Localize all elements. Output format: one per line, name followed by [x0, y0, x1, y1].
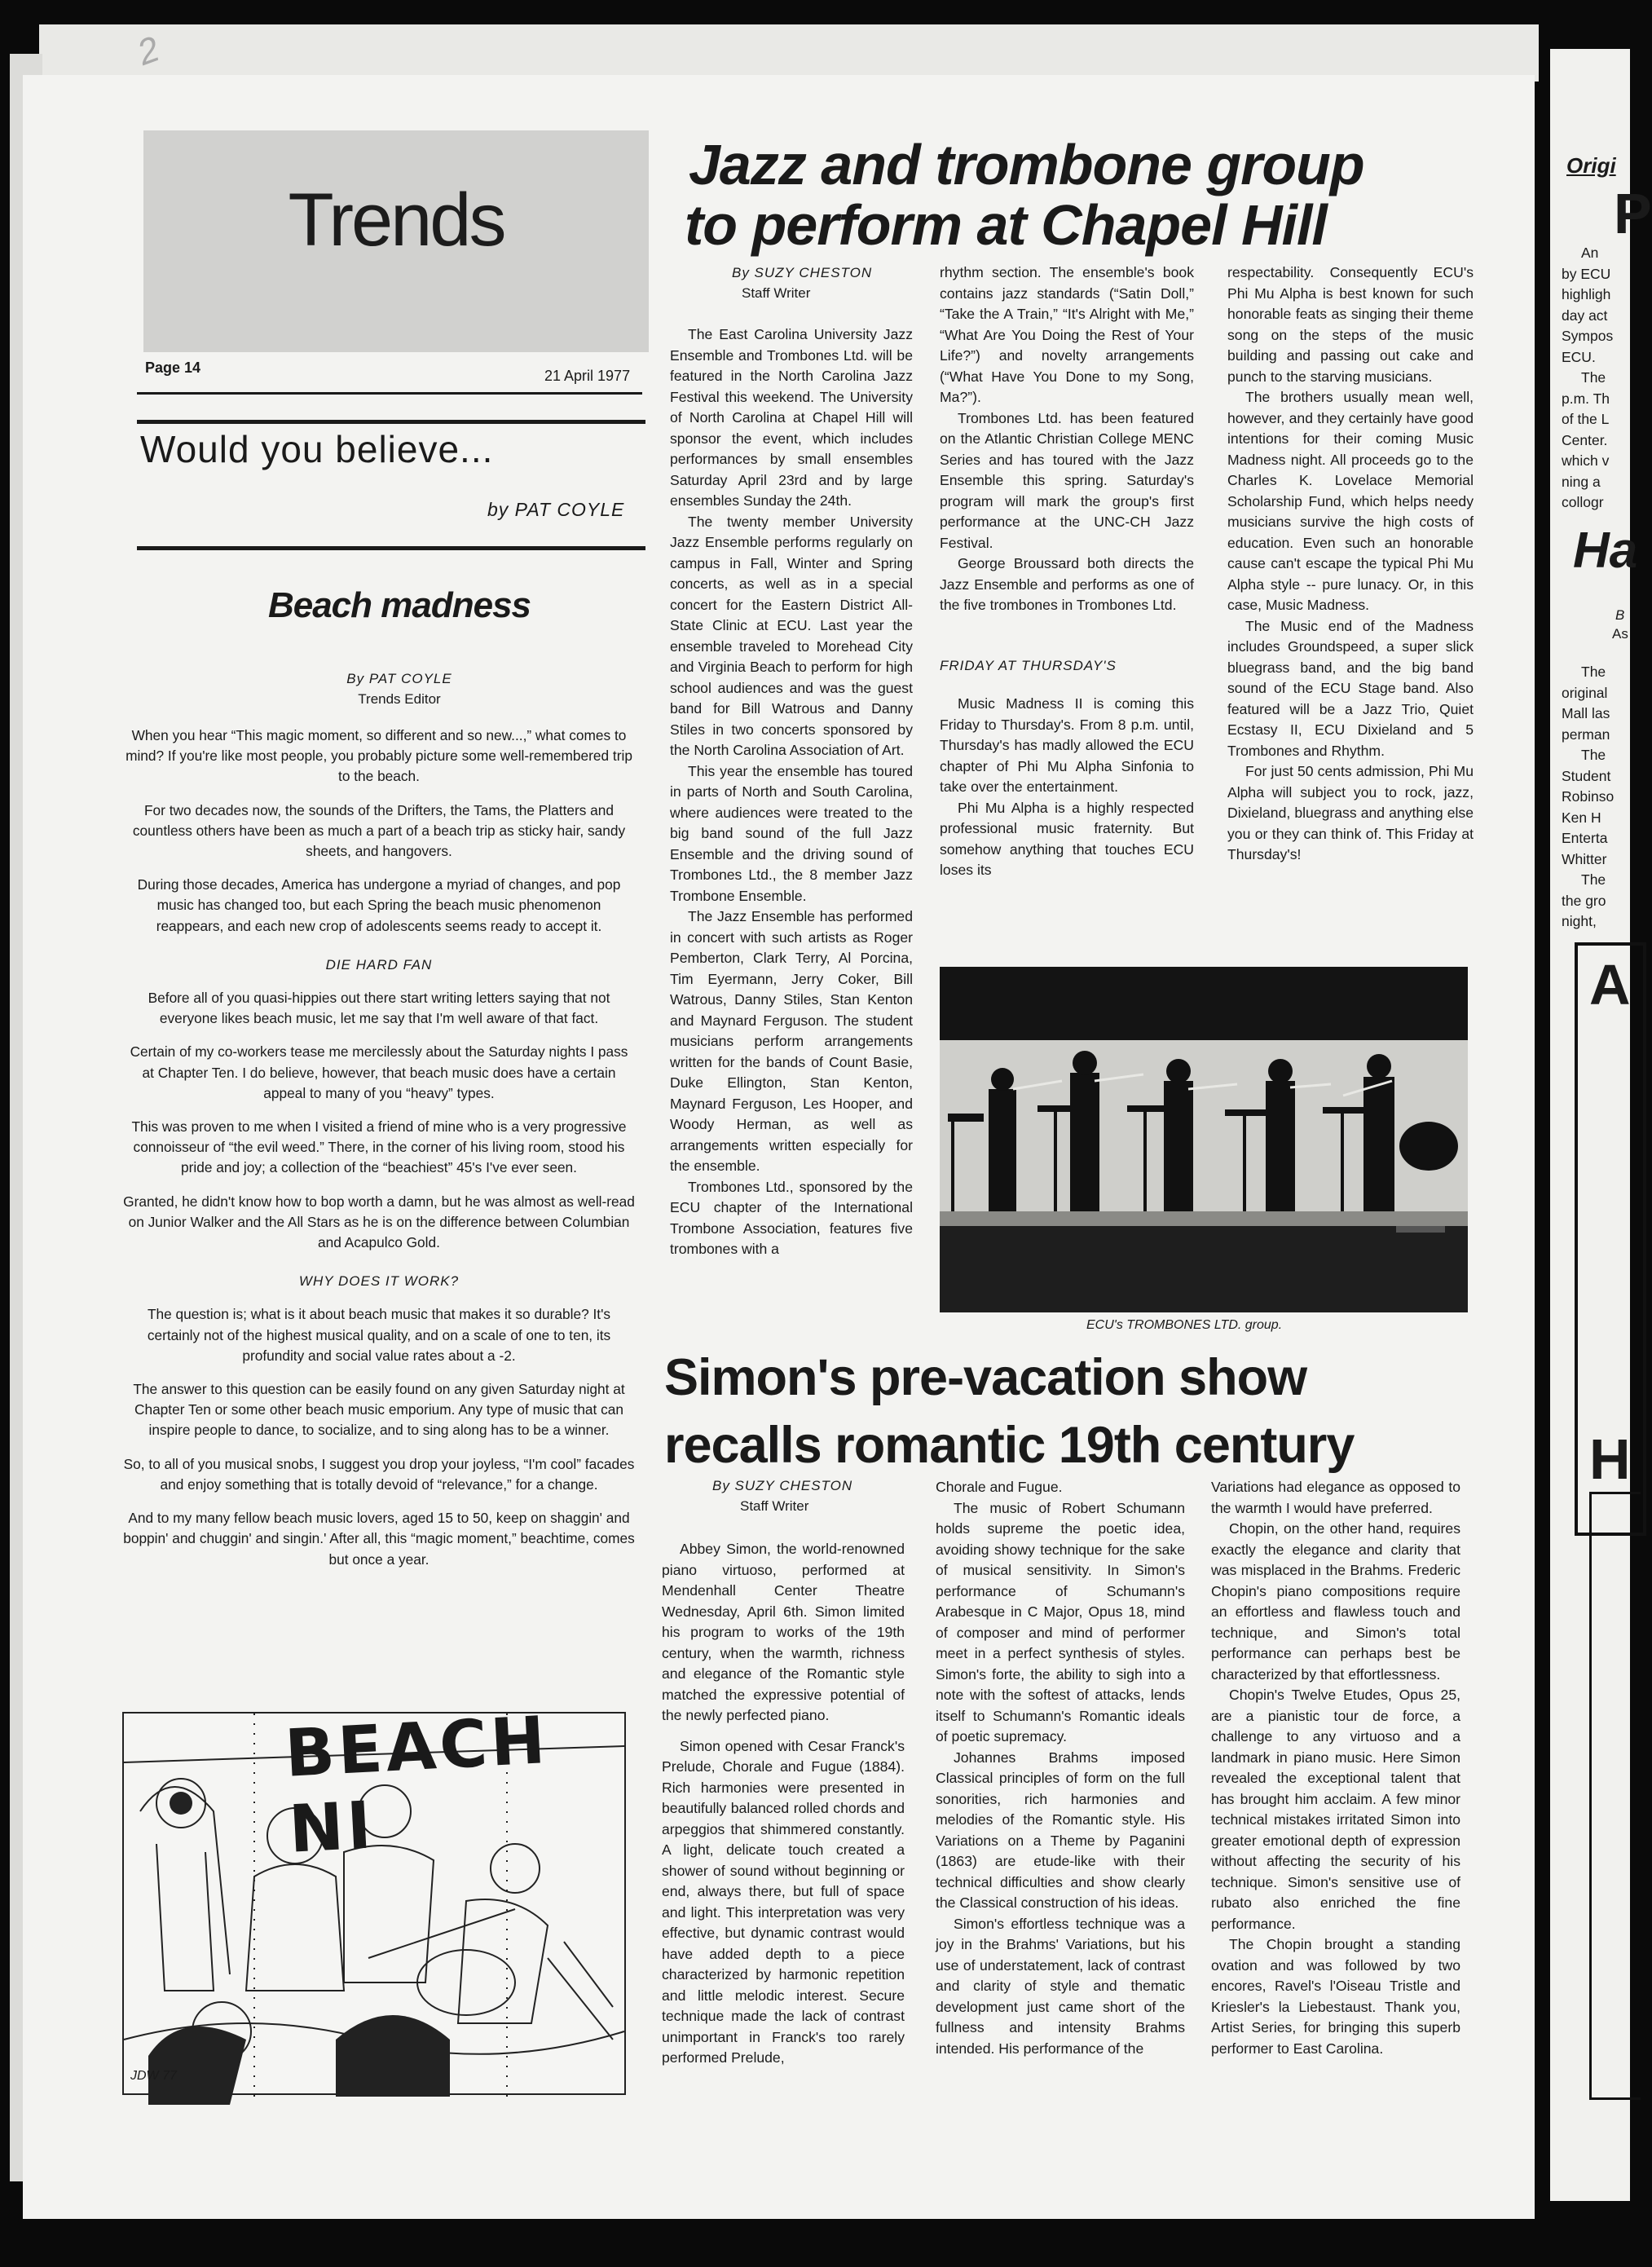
beach-para: The question is; what is it about beach music that makes it so durable? It's certainly not of the highest musical quality, and on a scale of one to ten, its profundity and social value rates about a -2.	[147, 1306, 611, 1364]
next-page-strip	[1557, 49, 1652, 2201]
jazz-para: respectability. Consequently ECU's Phi Mu Alpha is best known for such honorable feats as singing their theme song on the steps of the music building and passing out cake and punch to the starving musicians.	[1227, 264, 1474, 385]
next-page-line: Enterta	[1562, 830, 1608, 846]
next-page-text-2	[1562, 662, 1614, 933]
next-page-line: highligh	[1562, 286, 1611, 302]
beach-para: So, to all of you musical snobs, I suggest you drop your joyless, “I'm cool” facades and enjoy something that is totally devoid of “relevance,” for a change.	[123, 1455, 635, 1493]
next-page-line: Center.	[1562, 431, 1608, 448]
back-sheet-top	[39, 24, 1539, 82]
simon-para: Variations had elegance as opposed to the warmth I would have preferred.	[1211, 1479, 1460, 1516]
simon-para: Chorale and Fugue.	[936, 1479, 1063, 1495]
simon-para: Chopin, on the other hand, requires exactly the elegance and clarity that was misplaced in the Brahms. Frederic Chopin's piano compositions require an effortless and flawless touch and technique, and Simon's total performance can perhaps best be characterized by that effortlessness.	[1211, 1520, 1460, 1683]
next-page-ad-box	[1575, 942, 1646, 1536]
next-page-head: Origi	[1566, 153, 1616, 178]
trombones-photo	[940, 967, 1468, 1312]
jazz-para: The Music end of the Madness includes Groundspeed, a super slick bluegrass band, and the big band sound of the ECU Stage band. Also featured will be a Jazz Trio, Quiet Ecstasy II, ECU Dixieland and 5 Trombones and Rhythm.	[1227, 617, 1474, 759]
column-bottom-rule	[137, 546, 645, 550]
next-page-line: The	[1581, 664, 1606, 680]
beach-para: When you hear “This magic moment, so different and so new...,” what comes to mind? If you're like most people, you probably picture some well-remembered trip to the beach.	[126, 727, 632, 785]
jazz-col-1	[670, 324, 913, 1260]
next-page-line: night,	[1562, 913, 1597, 929]
jazz-para: Music Madness II is coming this Friday to Thursday's. From 8 p.m. until, Thursday's has madly allowed the ECU chapter of Phi Mu Alpha Sinfonia to take over the entertainment.	[940, 695, 1194, 795]
column-byline: by PAT COYLE	[487, 499, 625, 520]
simon-para: Chopin's Twelve Etudes, Opus 25, are a pianistic tour de force, a challenge to any virtuoso and a landmark in piano music. Here Simon revealed the exceptional talent that has brought him acclaim. A few minor technical mistakes irritated Simon into greater emotional depth of expression without affecting the security of his technique. Simon's sensitive use of rubato also enriched the fine performance.	[1211, 1687, 1460, 1932]
beach-para: Before all of you quasi-hippies out there start writing letters saying that not everyone likes beach music, let me say that I'm well aware of that fact.	[148, 990, 610, 1027]
jazz-headline-line-1: Jazz and trombone group	[689, 133, 1364, 196]
jazz-para: Trombones Ltd., sponsored by the ECU chapter of the International Trombone Association, features five trombones with a	[670, 1178, 913, 1257]
simon-para: Abbey Simon, the world-renowned piano virtuoso, performed at Mendenhall Center Theatre Wednesday, April 6th. Simon limited his program to works of the 19th century, when the warmth, richness and elegance of the Romantic style matched the expressive potential of the newly perfected piano.	[662, 1541, 905, 1723]
next-page-line: An	[1581, 245, 1599, 261]
beach-night-illustration	[122, 1702, 626, 2095]
next-page-line: The	[1581, 871, 1606, 888]
beach-article	[122, 726, 636, 1570]
jazz-para: George Broussard both directs the Jazz Ensemble and performs as one of the five trombones in Trombones Ltd.	[940, 555, 1194, 613]
beach-headline: Beach madness	[267, 585, 531, 625]
simon-para: Johannes Brahms imposed Classical principles of form on the full sonorities, rich harmonies and melodies of the Romantic style. His Variations on a Theme by Paganini (1863) are etude-like with their technical difficulties and show clearly the Classical construction of his ideas.	[936, 1749, 1185, 1911]
ad-letter-h: H	[1589, 1427, 1631, 1491]
next-page-line: Mall las	[1562, 705, 1610, 721]
next-page-line: day act	[1562, 307, 1608, 324]
simon-para: The music of Robert Schumann holds supreme the poetic idea, avoiding showy technique for the sake of musical sensitivity. In Simon's performance of Schumann's Arabesque in C Major, Opus 18, mind of composer and mind of performer meet in a perfect synthesis of styles. Simon's forte, the ability to sigh into a note with the softest of attacks, lends itself to Schumann's Romantic ideals of poetic supremacy.	[936, 1499, 1185, 1744]
beach-subhead-2: WHY DOES IT WORK?	[298, 1273, 460, 1290]
section-title: Trends	[288, 179, 504, 262]
jazz-subhead: FRIDAY AT THURSDAY'S	[940, 657, 1117, 673]
simon-col-3	[1211, 1477, 1460, 2059]
masthead	[143, 130, 649, 352]
next-page-head-2: Ha	[1573, 523, 1638, 579]
beach-subhead-1: DIE HARD FAN	[325, 956, 433, 973]
illustration-banner-text: BEACH NI	[283, 1702, 551, 1868]
jazz-para: The twenty member University Jazz Ensemble performs regularly on campus in Fall, Winter and Spring concerts, as well as in a special concert for the Eastern District All-State Clinic at ECU. Last year the ensemble traveled to Morehead City and Virginia Beach to perform for high school audiences and was the guest band for Bill Watrous and Danny Stiles in two concerts sponsored by the North Carolina Association of Art.	[670, 513, 913, 758]
beach-para: This was proven to me when I visited a friend of mine who is a very progressive connoisseur of “the evil weed.” There, in the corner of his living room, stood his pride and joy; a collection of the “beachiest” 45's I've ever seen.	[131, 1118, 627, 1176]
next-page-text-1	[1562, 243, 1613, 514]
jazz-byline-role: Staff Writer	[742, 285, 811, 301]
ad-letter-a: A	[1589, 953, 1631, 1017]
simon-para: Simon opened with Cesar Franck's Prelude, Chorale and Fugue (1884). Rich harmonies were presented in beautifully balanced rolled chords and arpeggios that shimmered constantly. A light, delicate touch created a shower of sound without beginning or end, always there, but full of space and light. This interpretation was very effective, but dynamic contrast would have added depth to a piece characterized by harmonic repetition and little melodic interest. Secure technique made the lack of contrast unimportant in Franck's too rarely performed Prelude,	[662, 1737, 905, 2066]
next-page-line: collogr	[1562, 494, 1604, 510]
next-page-line: the gro	[1562, 892, 1606, 909]
next-page-line: p.m. Th	[1562, 390, 1610, 407]
next-page-line: original	[1562, 684, 1608, 701]
next-page-byline-frag-2: As	[1612, 626, 1628, 642]
next-page-line: The	[1581, 747, 1606, 763]
jazz-para: The Jazz Ensemble has performed in concert with such artists as Roger Pemberton, Clark Terry, Al Porcina, Tim Eyermann, Jerry Coker, Bill Watrous, Danny Stiles, Stan Kenton and Maynard Ferguson. The student musicians perform arrangements written for the bands of Count Basie, Duke Ellington, Stan Kenton, Maynard Ferguson, Les Hooper, and Woody Herman, as well as arrangements written especially for the ensemble.	[670, 908, 913, 1174]
beach-para: The answer to this question can be easily found on any given Saturday night at Chapter Ten or some other beach music emporium. Any type of music that can inspire people to dance, to socialize, and to sing along has to be a winner.	[133, 1381, 625, 1439]
next-page-line: ECU.	[1562, 348, 1596, 365]
trombones-photo-image	[940, 967, 1468, 1312]
illustration-signature: JDW 77	[130, 2069, 177, 2083]
jazz-para: Trombones Ltd. has been featured on the Atlantic Christian College MENC Series and has toured with the Jazz Ensemble this spring. Saturday's program will mark the group's first performance at the UNC-CH Jazz Festival.	[940, 409, 1194, 551]
simon-byline-name: By SUZY CHESTON	[712, 1478, 853, 1493]
beach-para: And to my many fellow beach music lovers, aged 15 to 50, keep on shaggin' and boppin' and chuggin' and singin.' After all, this “magic moment,” beachtime, comes but once a year.	[123, 1510, 635, 1568]
jazz-para: rhythm section. The ensemble's book contains jazz standards (“Satin Doll,” “Take the A Train,” “It's Alright with Me,” “What Are You Doing the Rest of Your Life?”) and novelty arrangements (“What Have You Done to my Song, Ma?”).	[940, 264, 1194, 405]
next-page-line: of the L	[1562, 411, 1610, 427]
beach-byline-role: Trends Editor	[358, 691, 441, 707]
jazz-para: The brothers usually mean well, however, and they certainly have good intentions for their coming Music Madness night. All proceeds go to the Charles K. Lovelace Memorial Scholarship Fund, which helps needy musicians survive the high costs of education. Even such an honorable cause can't escape the typical Phi Mu Alpha style -- pure lunacy. Or, in this case, Music Madness.	[1227, 389, 1474, 613]
jazz-col-3	[1227, 262, 1474, 866]
next-page-line: perman	[1562, 726, 1610, 743]
beach-byline-name: By PAT COYLE	[346, 671, 452, 686]
next-page-box-2	[1589, 1492, 1641, 2100]
next-page-line: Robinso	[1562, 788, 1615, 805]
beach-para: For two decades now, the sounds of the Drifters, the Tams, the Platters and countless others have been as much a part of a beach trip as sticky hair, sandy sheets, and hangovers.	[132, 801, 626, 860]
corner-mark: 2	[132, 29, 165, 73]
jazz-col-2	[940, 262, 1194, 881]
photo-caption: ECU's TROMBONES LTD. group.	[1086, 1318, 1283, 1332]
jazz-byline-name: By SUZY CHESTON	[732, 265, 873, 280]
next-page-big-letter: P	[1614, 182, 1652, 245]
simon-para: Simon's effortless technique was a joy in the Brahms' Variations, but his use of understatement, lack of contrast and clarity of style and thematic development just came short of the fullness and intensity Brahms intended. His performance of the	[936, 1915, 1185, 2057]
jazz-headline-line-2: to perform at Chapel Hill	[685, 193, 1327, 257]
column-title: Would you believe...	[140, 428, 494, 470]
jazz-para: Phi Mu Alpha is a highly respected professional music fraternity. But somehow anything that touches ECU loses its	[940, 799, 1194, 878]
column-top-rule	[137, 420, 645, 424]
simon-headline-line-2: recalls romantic 19th century	[664, 1417, 1355, 1474]
simon-col-1	[662, 1539, 905, 2069]
page-number: Page 14	[145, 359, 201, 376]
jazz-para: This year the ensemble has toured in parts of North and South Carolina, where audiences were treated to the big band sound of the full Jazz Ensemble and the driving sound of Trombones Ltd., the 8 member Jazz Trombone Ensemble.	[670, 762, 913, 904]
jazz-para: The East Carolina University Jazz Ensemble and Trombones Ltd. will be featured in the North Carolina Jazz Festival this weekend. The University of North Carolina at Chapel Hill will sponsor the event, which includes performances by small ensembles Saturday April 23rd and by large ensembles Sunday the 24th.	[670, 326, 913, 509]
beach-para: Granted, he didn't know how to bop worth a damn, but he was almost as well-read on Junior Walker and the All Stars as he is on the difference between Columbian and Acapulco Gold.	[123, 1193, 635, 1251]
jazz-para: For just 50 cents admission, Phi Mu Alpha will subject you to rock, jazz, Dixieland, bluegrass and anything else you or they can think of. This Friday at Thursday's!	[1227, 763, 1474, 862]
beach-para: Certain of my co-workers tease me mercilessly about the Saturday nights I pass at Chapter Ten. I do believe, however, that beach music does have a certain appeal to many of you “heavy” types.	[130, 1043, 628, 1101]
next-page-line: Whitter	[1562, 850, 1607, 867]
simon-byline-role: Staff Writer	[740, 1498, 809, 1514]
next-page-line: by ECU	[1562, 265, 1611, 282]
next-page-line: Sympos	[1562, 328, 1614, 344]
next-page-line: which v	[1562, 452, 1610, 469]
simon-para: The Chopin brought a standing ovation and was followed by two encores, Ravel's l'Oiseau Tristle and Kriesler's la Liebestaust. Thank you, Artist Series, for bringing this superb performer to East Carolina.	[1211, 1936, 1460, 2057]
simon-col-2	[936, 1477, 1185, 2059]
next-page-line: The	[1581, 369, 1606, 386]
masthead-rule	[137, 392, 642, 395]
next-page-byline-frag: B	[1615, 607, 1625, 623]
beach-para: During those decades, America has undergone a myriad of changes, and pop music has changed too, but each Spring the beach music phenomenon reappears, and each new crop of adolescents seems ready to accept it.	[137, 876, 621, 934]
issue-date: 21 April 1977	[544, 368, 631, 384]
next-page-line: Ken H	[1562, 809, 1601, 826]
next-page-line: ning a	[1562, 473, 1601, 490]
simon-headline-line-1: Simon's pre-vacation show	[664, 1349, 1307, 1406]
next-page-line: Student	[1562, 767, 1611, 784]
